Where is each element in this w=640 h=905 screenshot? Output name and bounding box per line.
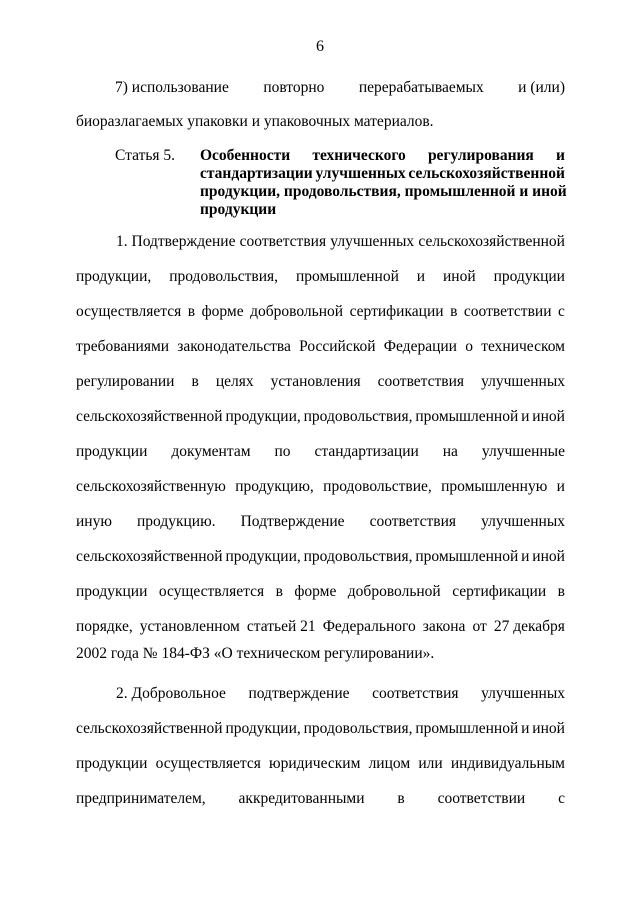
p1-line-8 (76, 477, 565, 497)
article-title-line-3: продукции, продовольствия, промышленной и иной (200, 183, 567, 200)
word: Особенности (200, 147, 291, 164)
p2-line-2 (76, 719, 565, 739)
word: осуществляется (158, 583, 265, 600)
word: сельскохозяйственной (418, 233, 565, 250)
word: требованиями (76, 338, 170, 355)
word: в (187, 303, 196, 320)
p1-line-6 (76, 407, 565, 427)
p1-line-7 (76, 442, 565, 462)
word: Российской (299, 338, 376, 355)
word: продовольствия, (303, 408, 413, 425)
word: продукции (76, 583, 148, 600)
word: и (521, 408, 530, 425)
word: сельскохозяйственную (76, 478, 226, 495)
word: соответствии (463, 303, 552, 320)
word: иную (76, 513, 112, 530)
word: Подтверждение (240, 513, 345, 530)
paragraph-1-last-line: 2002 года № 184-ФЗ «О техническом регулировании». (76, 645, 435, 662)
word: продукцию. (136, 513, 216, 530)
word: продукции, (225, 408, 301, 425)
word: и (или) (518, 79, 565, 96)
word: и (416, 268, 426, 285)
word: подтверждение (248, 685, 350, 702)
word: сельскохозяйственной (408, 165, 565, 182)
word: целях (215, 373, 254, 390)
word: осуществляется (76, 303, 182, 320)
word: иной (532, 720, 565, 737)
word: или (418, 755, 443, 772)
word: закона (422, 618, 466, 635)
p1-line-11 (76, 582, 565, 602)
word: промышленной (415, 720, 519, 737)
word: соответствии (437, 790, 526, 807)
word: предпринимателем, (76, 790, 206, 807)
article-title-line-2 (200, 165, 565, 183)
word: продовольствие, (323, 478, 432, 495)
page-number: 6 (316, 38, 324, 55)
word: 7) использование (115, 79, 229, 96)
word: стандартизации (200, 165, 313, 182)
word: сельскохозяйственной (76, 548, 223, 565)
p1-line-2 (76, 267, 565, 287)
word: 27 декабря (493, 618, 565, 635)
word: технического (312, 147, 406, 164)
word: лицом (368, 755, 411, 772)
word: улучшенные (481, 443, 565, 460)
word: перерабатываемых (358, 79, 484, 96)
word: соответствия (372, 685, 459, 702)
word: форме (294, 583, 337, 600)
word: продукции, (225, 720, 301, 737)
word: техническом (481, 338, 565, 355)
word: в (557, 583, 565, 600)
word: в (397, 790, 405, 807)
word: продукции (493, 268, 565, 285)
item7-line-2: биоразлагаемых упаковки и упаковочных материалов. (76, 113, 434, 130)
word: статьей 21 (246, 618, 316, 635)
word: регулировании (76, 373, 175, 390)
word: сельскохозяйственной (76, 720, 223, 737)
article-label: Статья 5. (115, 147, 176, 164)
p1-line-4 (76, 337, 565, 357)
word: с (558, 790, 565, 807)
word: повторно (263, 79, 325, 96)
p2-line-4 (76, 789, 565, 809)
word: о (465, 338, 473, 355)
word: продовольствия, (303, 548, 413, 565)
p1-line-12 (76, 617, 565, 637)
word: иной (532, 408, 565, 425)
word: сельскохозяйственной (76, 408, 223, 425)
word: в (275, 583, 283, 600)
word: от (472, 618, 487, 635)
word: соответствия (377, 373, 465, 390)
p1-line-10 (76, 547, 565, 567)
word: с (558, 303, 565, 320)
word: продукции (76, 755, 148, 772)
word: установления (270, 373, 361, 390)
word: иной (443, 268, 476, 285)
word: юридическим (269, 755, 361, 772)
word: улучшенных (330, 233, 415, 250)
word: продовольствия, (303, 720, 413, 737)
word: улучшенных (315, 165, 406, 182)
word: промышленную (441, 478, 548, 495)
word: по (274, 443, 291, 460)
word: 2. Добровольное (116, 685, 226, 702)
p1-line-1 (116, 232, 565, 252)
word: в (191, 373, 199, 390)
word: улучшенных (481, 685, 565, 702)
word: и (556, 147, 565, 164)
word: документам (171, 443, 251, 460)
p1-line-5 (76, 372, 565, 392)
word: промышленной (415, 548, 519, 565)
word: продукции (76, 443, 148, 460)
item7-line-1 (115, 78, 565, 98)
word: промышленной (415, 408, 519, 425)
word: иной (532, 548, 565, 565)
word: осуществляется (155, 755, 261, 772)
word: Федерации (383, 338, 457, 355)
word: и (521, 548, 530, 565)
word: 1. Подтверждение (116, 233, 236, 250)
word: сертификации (349, 303, 444, 320)
word: промышленной (295, 268, 399, 285)
word: добровольной (347, 583, 441, 600)
word: сертификации (452, 583, 547, 600)
word: законодательства (177, 338, 291, 355)
word: установленном (139, 618, 240, 635)
p2-line-1 (116, 684, 565, 704)
word: соответствия (369, 513, 457, 530)
p2-line-3 (76, 754, 565, 774)
word: и (521, 720, 530, 737)
word: стандартизации (314, 443, 419, 460)
article-title-line-4: продукции (200, 201, 277, 218)
word: улучшенных (481, 373, 565, 390)
word: продукцию, (235, 478, 314, 495)
word: продукции, (225, 548, 301, 565)
article-title-line-1 (200, 147, 565, 165)
word: регулирования (427, 147, 534, 164)
word: добровольной (250, 303, 344, 320)
p1-line-9 (76, 512, 565, 532)
word: аккредитованными (238, 790, 365, 807)
word: продовольствия, (169, 268, 279, 285)
word: улучшенных (481, 513, 565, 530)
word: Федерального (322, 618, 416, 635)
word: продукции, (76, 268, 152, 285)
word: в (450, 303, 458, 320)
word: индивидуальным (450, 755, 565, 772)
word: на (442, 443, 458, 460)
word: порядке, (76, 618, 133, 635)
word: форме (201, 303, 244, 320)
p1-line-3 (76, 302, 565, 322)
word: и (556, 478, 565, 495)
word: соответствия (239, 233, 327, 250)
